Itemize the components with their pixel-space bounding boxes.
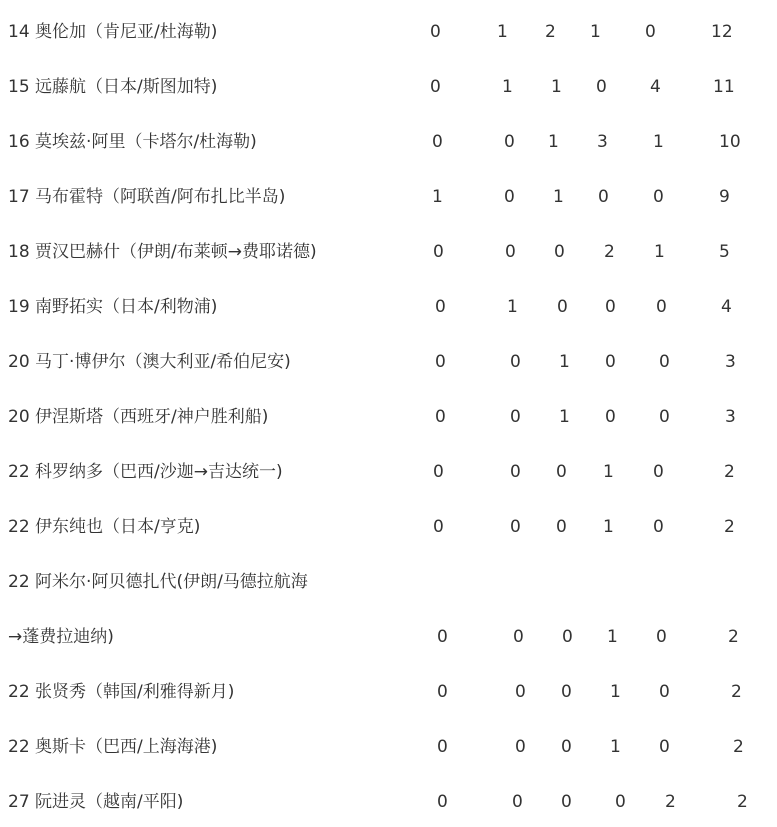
stat-cell: 0 bbox=[659, 682, 670, 702]
stat-cell: 1 bbox=[502, 77, 513, 97]
stat-cell: 1 bbox=[497, 22, 508, 42]
stat-cell: 3 bbox=[725, 407, 736, 427]
stat-cell: 2 bbox=[604, 242, 615, 262]
stat-cell: 2 bbox=[733, 737, 744, 757]
stat-cell: 0 bbox=[432, 132, 443, 152]
stat-cell: 1 bbox=[553, 187, 564, 207]
stat-cell: 2 bbox=[665, 792, 676, 812]
player-name: 22 阿米尔·阿贝德扎代(伊朗/马德拉航海 bbox=[8, 572, 308, 592]
stat-cell: 1 bbox=[603, 517, 614, 537]
stat-cell: 1 bbox=[603, 462, 614, 482]
stat-cell: 4 bbox=[650, 77, 661, 97]
table-row bbox=[0, 127, 777, 157]
stat-cell: 0 bbox=[659, 352, 670, 372]
stat-cell: 0 bbox=[653, 517, 664, 537]
table-row bbox=[0, 17, 777, 47]
stat-cell: 2 bbox=[737, 792, 748, 812]
stat-cell: 1 bbox=[610, 737, 621, 757]
stat-cell: 0 bbox=[653, 187, 664, 207]
table-row bbox=[0, 292, 777, 322]
stat-cell: 0 bbox=[561, 682, 572, 702]
stat-cell: 0 bbox=[433, 517, 444, 537]
stat-cell: 0 bbox=[435, 297, 446, 317]
stat-cell: 0 bbox=[562, 627, 573, 647]
player-name: 22 张贤秀（韩国/利雅得新月) bbox=[8, 682, 235, 702]
stat-cell: 0 bbox=[557, 297, 568, 317]
stat-cell: 0 bbox=[504, 132, 515, 152]
stat-cell: 0 bbox=[430, 22, 441, 42]
stat-cell: 1 bbox=[548, 132, 559, 152]
stat-cell: 2 bbox=[724, 462, 735, 482]
stat-cell: 0 bbox=[605, 352, 616, 372]
stat-cell: 1 bbox=[507, 297, 518, 317]
stat-cell: 0 bbox=[659, 407, 670, 427]
stat-cell: 0 bbox=[645, 22, 656, 42]
stat-cell: 0 bbox=[512, 792, 523, 812]
player-name: 20 伊涅斯塔（西班牙/神户胜利船) bbox=[8, 407, 269, 427]
table-row bbox=[0, 182, 777, 212]
stat-cell: 0 bbox=[437, 792, 448, 812]
stat-cell: 0 bbox=[510, 517, 521, 537]
stat-cell: 1 bbox=[551, 77, 562, 97]
stat-cell: 0 bbox=[561, 792, 572, 812]
player-name: 22 科罗纳多（巴西/沙迦→吉达统一) bbox=[8, 462, 283, 482]
stat-cell: 9 bbox=[719, 187, 730, 207]
stat-cell: 0 bbox=[433, 242, 444, 262]
player-name: 17 马布霍特（阿联酋/阿布扎比半岛) bbox=[8, 187, 286, 207]
player-name: 22 伊东纯也（日本/亨克) bbox=[8, 517, 201, 537]
player-name: 27 阮进灵（越南/平阳) bbox=[8, 792, 184, 812]
stat-cell: 2 bbox=[728, 627, 739, 647]
stat-cell: 0 bbox=[556, 517, 567, 537]
stat-cell: 1 bbox=[590, 22, 601, 42]
player-name: →蓬费拉迪纳) bbox=[8, 627, 114, 647]
table-row bbox=[0, 677, 777, 707]
player-name: 14 奥伦加（肯尼亚/杜海勒) bbox=[8, 22, 218, 42]
table-row bbox=[0, 732, 777, 762]
stat-cell: 0 bbox=[656, 297, 667, 317]
stat-cell: 4 bbox=[721, 297, 732, 317]
stat-cell: 0 bbox=[554, 242, 565, 262]
stat-cell: 0 bbox=[656, 627, 667, 647]
stat-cell: 3 bbox=[597, 132, 608, 152]
stat-cell: 1 bbox=[559, 407, 570, 427]
stat-cell: 1 bbox=[610, 682, 621, 702]
stat-cell: 0 bbox=[435, 407, 446, 427]
stat-cell: 2 bbox=[545, 22, 556, 42]
stat-cell: 1 bbox=[653, 132, 664, 152]
stat-cell: 0 bbox=[437, 627, 448, 647]
stat-cell: 3 bbox=[725, 352, 736, 372]
stat-cell: 0 bbox=[437, 737, 448, 757]
table-row bbox=[0, 787, 777, 817]
stat-cell: 1 bbox=[559, 352, 570, 372]
table-row bbox=[0, 72, 777, 102]
stat-cell: 0 bbox=[596, 77, 607, 97]
stat-cell: 0 bbox=[510, 462, 521, 482]
player-name: 18 贾汉巴赫什（伊朗/布莱顿→费耶诺德) bbox=[8, 242, 317, 262]
table-row bbox=[0, 402, 777, 432]
table-row bbox=[0, 237, 777, 267]
stat-cell: 0 bbox=[653, 462, 664, 482]
player-name: 16 莫埃兹·阿里（卡塔尔/杜海勒) bbox=[8, 132, 257, 152]
table-row bbox=[0, 622, 777, 652]
stat-cell: 0 bbox=[515, 682, 526, 702]
stat-cell: 0 bbox=[561, 737, 572, 757]
stat-cell: 1 bbox=[432, 187, 443, 207]
stat-cell: 0 bbox=[513, 627, 524, 647]
stat-cell: 0 bbox=[605, 297, 616, 317]
stat-cell: 0 bbox=[515, 737, 526, 757]
stat-cell: 0 bbox=[505, 242, 516, 262]
player-name: 22 奥斯卡（巴西/上海海港) bbox=[8, 737, 218, 757]
stat-cell: 0 bbox=[615, 792, 626, 812]
player-name: 19 南野拓实（日本/利物浦) bbox=[8, 297, 218, 317]
player-name: 20 马丁·博伊尔（澳大利亚/希伯尼安) bbox=[8, 352, 291, 372]
stat-cell: 0 bbox=[435, 352, 446, 372]
stat-cell: 0 bbox=[598, 187, 609, 207]
stat-cell: 10 bbox=[719, 132, 741, 152]
table-row bbox=[0, 347, 777, 377]
stat-cell: 0 bbox=[504, 187, 515, 207]
stat-cell: 11 bbox=[713, 77, 735, 97]
stat-cell: 1 bbox=[654, 242, 665, 262]
table-row bbox=[0, 567, 777, 597]
stat-cell: 0 bbox=[510, 352, 521, 372]
table-row bbox=[0, 457, 777, 487]
stat-cell: 2 bbox=[731, 682, 742, 702]
player-name: 15 远藤航（日本/斯图加特) bbox=[8, 77, 218, 97]
stat-cell: 0 bbox=[430, 77, 441, 97]
stat-cell: 1 bbox=[607, 627, 618, 647]
stat-cell: 5 bbox=[719, 242, 730, 262]
stat-cell: 0 bbox=[605, 407, 616, 427]
stat-cell: 0 bbox=[433, 462, 444, 482]
table-row bbox=[0, 512, 777, 542]
stat-cell: 2 bbox=[724, 517, 735, 537]
stat-cell: 0 bbox=[510, 407, 521, 427]
stat-cell: 0 bbox=[556, 462, 567, 482]
stat-cell: 0 bbox=[659, 737, 670, 757]
stat-cell: 0 bbox=[437, 682, 448, 702]
stat-cell: 12 bbox=[711, 22, 733, 42]
